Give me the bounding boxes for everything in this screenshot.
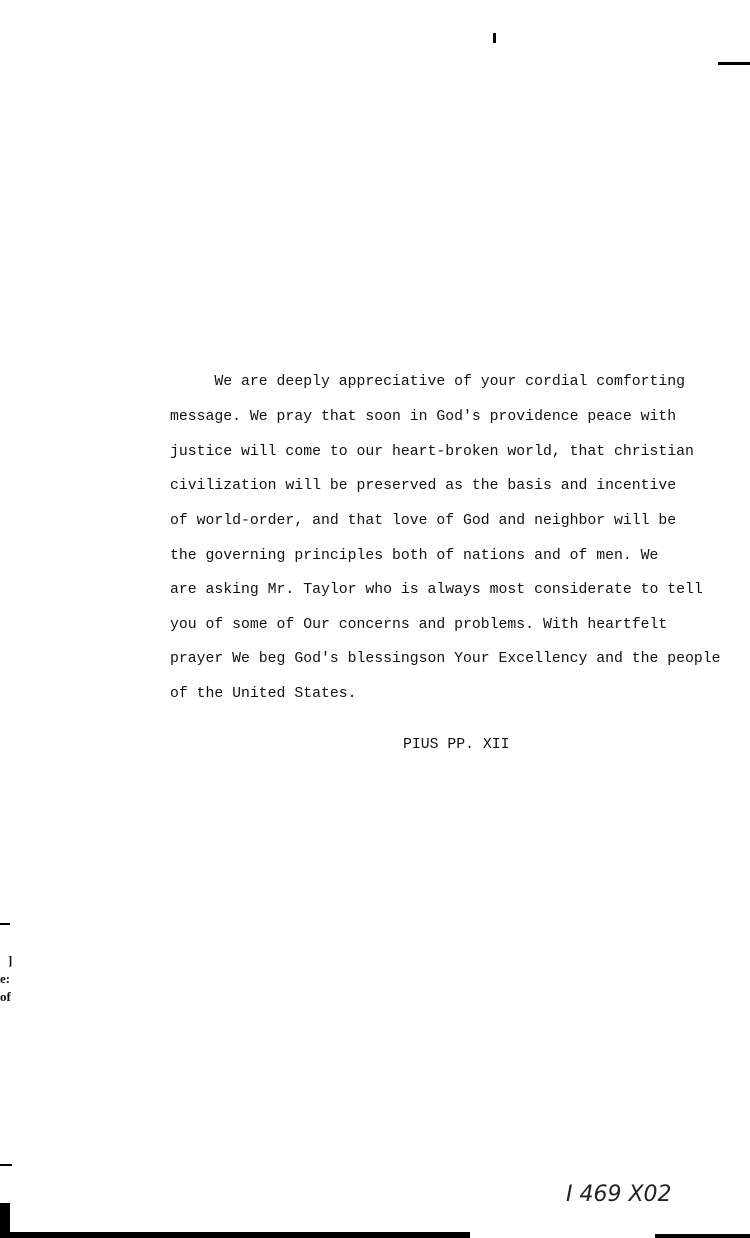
letter-line: prayer We beg God's blessingson Your Excellency and the people (170, 651, 721, 667)
letter-line: of the United States. (170, 686, 357, 702)
margin-fragment: of (0, 989, 11, 1004)
scan-edge-bottom (10, 1232, 470, 1238)
letter-line: of world-order, and that love of God and neighbor will be (170, 513, 677, 529)
letter-line: you of some of Our concerns and problems. With heartfelt (170, 617, 668, 633)
archive-reference: I 469 X02 (566, 1182, 672, 1207)
scan-mark (493, 33, 496, 43)
letter-line: justice will come to our heart-broken world, that christian (170, 444, 694, 460)
scan-edge-top-right (718, 62, 750, 65)
letter-line: are asking Mr. Taylor who is always most considerate to tell (170, 582, 703, 598)
scan-edge-left (0, 1203, 10, 1238)
letter-line: the governing principles both of nations and of men. We (170, 548, 659, 564)
scan-mark (0, 1164, 12, 1166)
letter-line: message. We pray that soon in God's providence peace with (170, 409, 677, 425)
scan-edge-bottom-right (655, 1234, 750, 1238)
margin-fragment: e: (0, 971, 11, 986)
margin-fragment: ] (8, 953, 13, 968)
letter-line: civilization will be preserved as the basis and incentive (170, 478, 677, 494)
scan-mark (0, 923, 10, 925)
signature: PIUS PP. XII (403, 737, 510, 753)
letter-line: We are deeply appreciative of your cordial comforting (170, 374, 686, 390)
